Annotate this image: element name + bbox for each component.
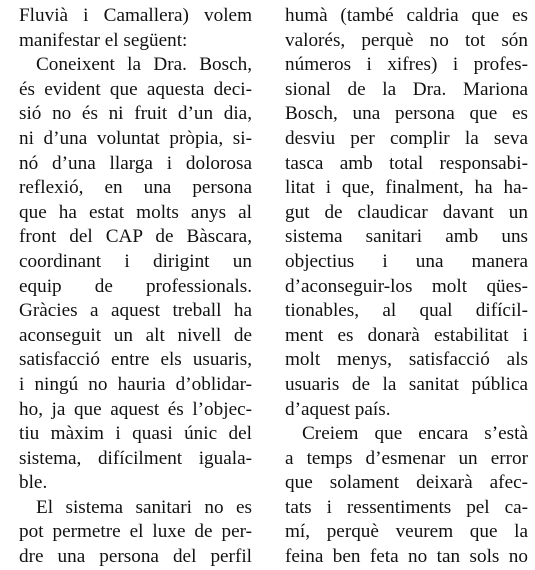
- text-line: desviu per complir la seva: [285, 127, 528, 149]
- right-column: [285, 4, 528, 570]
- text-line: reflexió, en una persona: [19, 177, 252, 199]
- text-line: ment es donarà estabilitat i: [285, 324, 528, 346]
- left-column: [19, 4, 252, 570]
- text-line: equip de professionals.: [19, 275, 252, 297]
- text-line: i ningú no hauria d’oblidar-: [19, 373, 252, 395]
- text-line: ni d’una voluntat pròpia, si-: [19, 127, 252, 149]
- text-line: Creiem que encara s’està: [302, 423, 528, 445]
- text-line: gut de claudicar davant un: [285, 201, 528, 223]
- text-line: front del CAP de Bàscara,: [19, 226, 252, 248]
- text-line: a temps d’esmenar un error: [285, 447, 528, 469]
- text-line: usuaris de la sanitat pública: [285, 373, 528, 395]
- text-line: és evident que aquesta deci-: [19, 78, 252, 100]
- text-line: dre una persona del perfil: [19, 546, 252, 568]
- text-line: Bosch, una persona que es: [285, 103, 528, 125]
- text-line: que ha estat molts anys al: [19, 201, 252, 223]
- text-line: aconseguit un alt nivell de: [19, 324, 252, 346]
- text-line: valorés, perquè no tot són: [285, 29, 528, 51]
- text-line: tats i ressentiments pel ca-: [285, 496, 528, 518]
- text-line: sistema sanitari amb uns: [285, 226, 528, 248]
- text-line: que solament deixarà afec-: [285, 472, 528, 494]
- text-line: molt menys, satisfacció als: [285, 349, 528, 371]
- text-line: ho, ja que aquest és l’objec-: [19, 398, 252, 420]
- text-line: nó d’una llarga i dolorosa: [19, 152, 252, 174]
- text-line: tionables, al qual difícil-: [285, 300, 528, 322]
- text-line: d’aconseguir-los molt qües-: [285, 275, 528, 297]
- text-line: sistema, difícilment iguala-: [19, 447, 252, 469]
- text-line: litat i que, finalment, ha ha-: [285, 177, 528, 199]
- text-line: Coneixent la Dra. Bosch,: [36, 54, 252, 76]
- text-line: tasca amb total responsabi-: [285, 152, 528, 174]
- text-line: satisfacció entre els usuaris,: [19, 349, 252, 371]
- text-line: Fluvià i Camallera) volem: [19, 5, 252, 26]
- text-line: coordinant i dirigint un: [19, 250, 252, 272]
- text-line: d’aquest país.: [285, 398, 391, 420]
- text-line: mí, perquè veurem que la: [285, 521, 528, 543]
- text-line: ble.: [19, 472, 48, 494]
- text-line: sional de la Dra. Mariona: [285, 78, 528, 100]
- text-line: objectius i una manera: [285, 250, 528, 272]
- text-line: feina ben feta no tan sols no: [285, 546, 528, 568]
- text-line: Gràcies a aquest treball ha: [19, 300, 252, 322]
- text-line: humà (també caldria que es: [285, 5, 528, 26]
- text-line: tiu màxim i quasi únic del: [19, 423, 252, 445]
- text-line: números i xifres) i profes-: [285, 54, 528, 76]
- text-line: manifestar el següent:: [19, 29, 188, 51]
- text-line: sió no és ni fruit d’un dia,: [19, 103, 252, 125]
- text-line: El sistema sanitari no es: [36, 496, 252, 518]
- text-line: pot permetre el luxe de per-: [19, 521, 252, 543]
